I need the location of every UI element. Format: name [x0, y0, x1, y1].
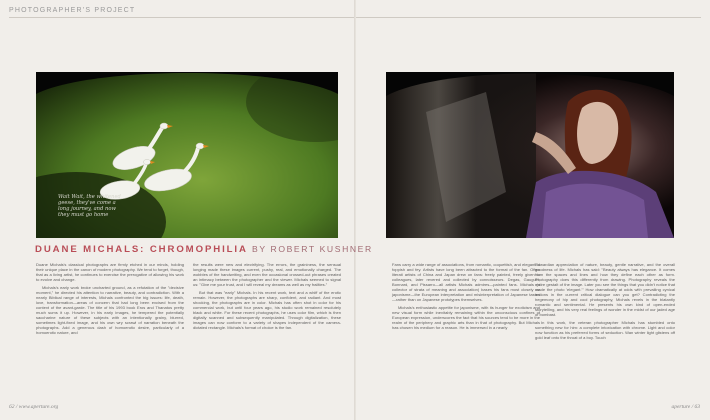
paragraph: the results were new and electrifying. The errors, the graininess, the sensual longing made these images current, pushy, real, and emotionally charged. The wobbles of the handwriting, and even the occasional crossed-out phrases created an intimacy between the photographer and the viewer. Michals seemed to signal us: "Give me your trust, and I will reveal my dreams as well as my frailties."	[193, 262, 341, 288]
article-title-text: DUANE MICHALS: CHROMOPHILIA	[35, 244, 248, 255]
geese-fan-illustration	[36, 72, 338, 238]
section-header: PHOTOGRAPHER'S PROJECT	[9, 7, 136, 14]
paragraph: Duane Michals's classical photographs are firmly etched in our minds, holding their unique place in the canon of modern photography. We tend to forget, though, that as a living artist, he continues to exercise the prerogative of allowing his work to evolve and change.	[36, 262, 184, 283]
paragraph: Fans carry a wide range of associations, from romantic, coquettish, and elegant to foppish and fey. Artists have long been attracted to the format of the fan. Often literati artists of China and Japan drew on fans: freely painted, freely given to colleagues, later revered and collected by connoisseurs. Degas, Gauguin, Bonnard, and Pissarro—all artists Michals admires—painted fans. Michals (a collector of strata of meaning and association) bases his fans most closely on japonisme—the European interpretation and misinterpretation of Japanese tastes—rather than on Japanese prototypes themselves.	[392, 262, 540, 303]
text-column-1	[36, 262, 184, 337]
paragraph: Michals's enthusiastic appetite for japonisme, with its hunger for exoticism and new visual form while inevitably remaining within the unconscious confines of European expression, underscores the fact that his sources tend to be more in the realm of the periphery and graphic arts than in that of photography. But Michals has chosen his medium for a reason. He is immersed in a nearly	[392, 304, 540, 330]
text-column-4	[535, 262, 675, 342]
handwritten-caption-line: long journey, and now	[58, 206, 116, 212]
text-column-2	[193, 262, 341, 332]
handwritten-caption-line: geese, they've come a	[58, 200, 116, 206]
article-byline: BY ROBERT KUSHNER	[252, 244, 373, 254]
folio-right: aperture / 63	[671, 404, 700, 410]
paragraph: But that was "early" Michals. In his recent work, text and a whiff of the erotic remain. However, the photographs are sharp, confident, and radiant. And most shocking, the photographs are in color. Michals has often shot in color for his commercial work, but until four years ago, his studio work remained resolutely black and white. For these recent photographs, he uses color film, which is then digitally scanned and subsequently manipulated. Through digitalization, these images can now conform to a variety of shapes independent of the camera-dictated rectangle. Michals's format of choice is the fan.	[193, 289, 341, 330]
text-column-3	[392, 262, 540, 332]
paragraph: Michals's early work broke uncharted ground, as a refutation of the "decisive moment," he directed his attention to narrative, beauty, and contradiction. With a nearly Biblical range of interests, Michals confronted the big issues: life, death, love, transformation—areas of concern that had long been excised from the context of the avant-garde. The title of his 1993 book Eros and Thanatos pretty much sums it up. However, in his early images, he tempered the potentially saccharine nature of these subjects with an intentionally grainy, blurred, sometimes light-fixed image, and his own wry scrawl of narration beneath the photographs. Add a generous dash of homoerotic desire, particularly of a homoerotic nature, and	[36, 284, 184, 335]
page-gutter	[354, 0, 356, 420]
article-title	[35, 244, 373, 255]
handwritten-caption-line: Wait Wait, the whitened	[58, 194, 121, 200]
paragraph: In this work, the veteran photographer Michals has stumbled onto something new for him: a complete intoxication with chrome. Light and color now function as his preferred forms of seduction. Wan winter light glistens off gold leaf onto the throat of a boy. Touch	[535, 319, 675, 341]
woman-fan-photo	[386, 72, 674, 238]
woman-fan-illustration	[386, 72, 674, 238]
handwritten-caption-line: they must go home	[58, 212, 109, 218]
paragraph: Edwardian appreciation of nature, beauty, gentle narrative, and the overall goodness of life. Michals has said: "Beauty always has elegance. It comes from the spaces and lines and how they define each other as form. Photography does this differently from drawing. Photography reveals the entire gestalt of the image. Later you see the things that you didn't notice that made the photo 'elegant.'" How dramatically at odds with prevailing cynical notions in the current critical dialogue can you get? Contradicting the hegemony of hip and cool photography, Michals revels in the blatantly romantic and sentimental. He presents his own kind of open-ended storytelling, and his very real feelings of wonder in the midst of our jaded age of bombast.	[535, 262, 675, 318]
folio-left: 62 / www.aperture.org	[9, 404, 59, 410]
geese-fan-photo	[36, 72, 338, 238]
